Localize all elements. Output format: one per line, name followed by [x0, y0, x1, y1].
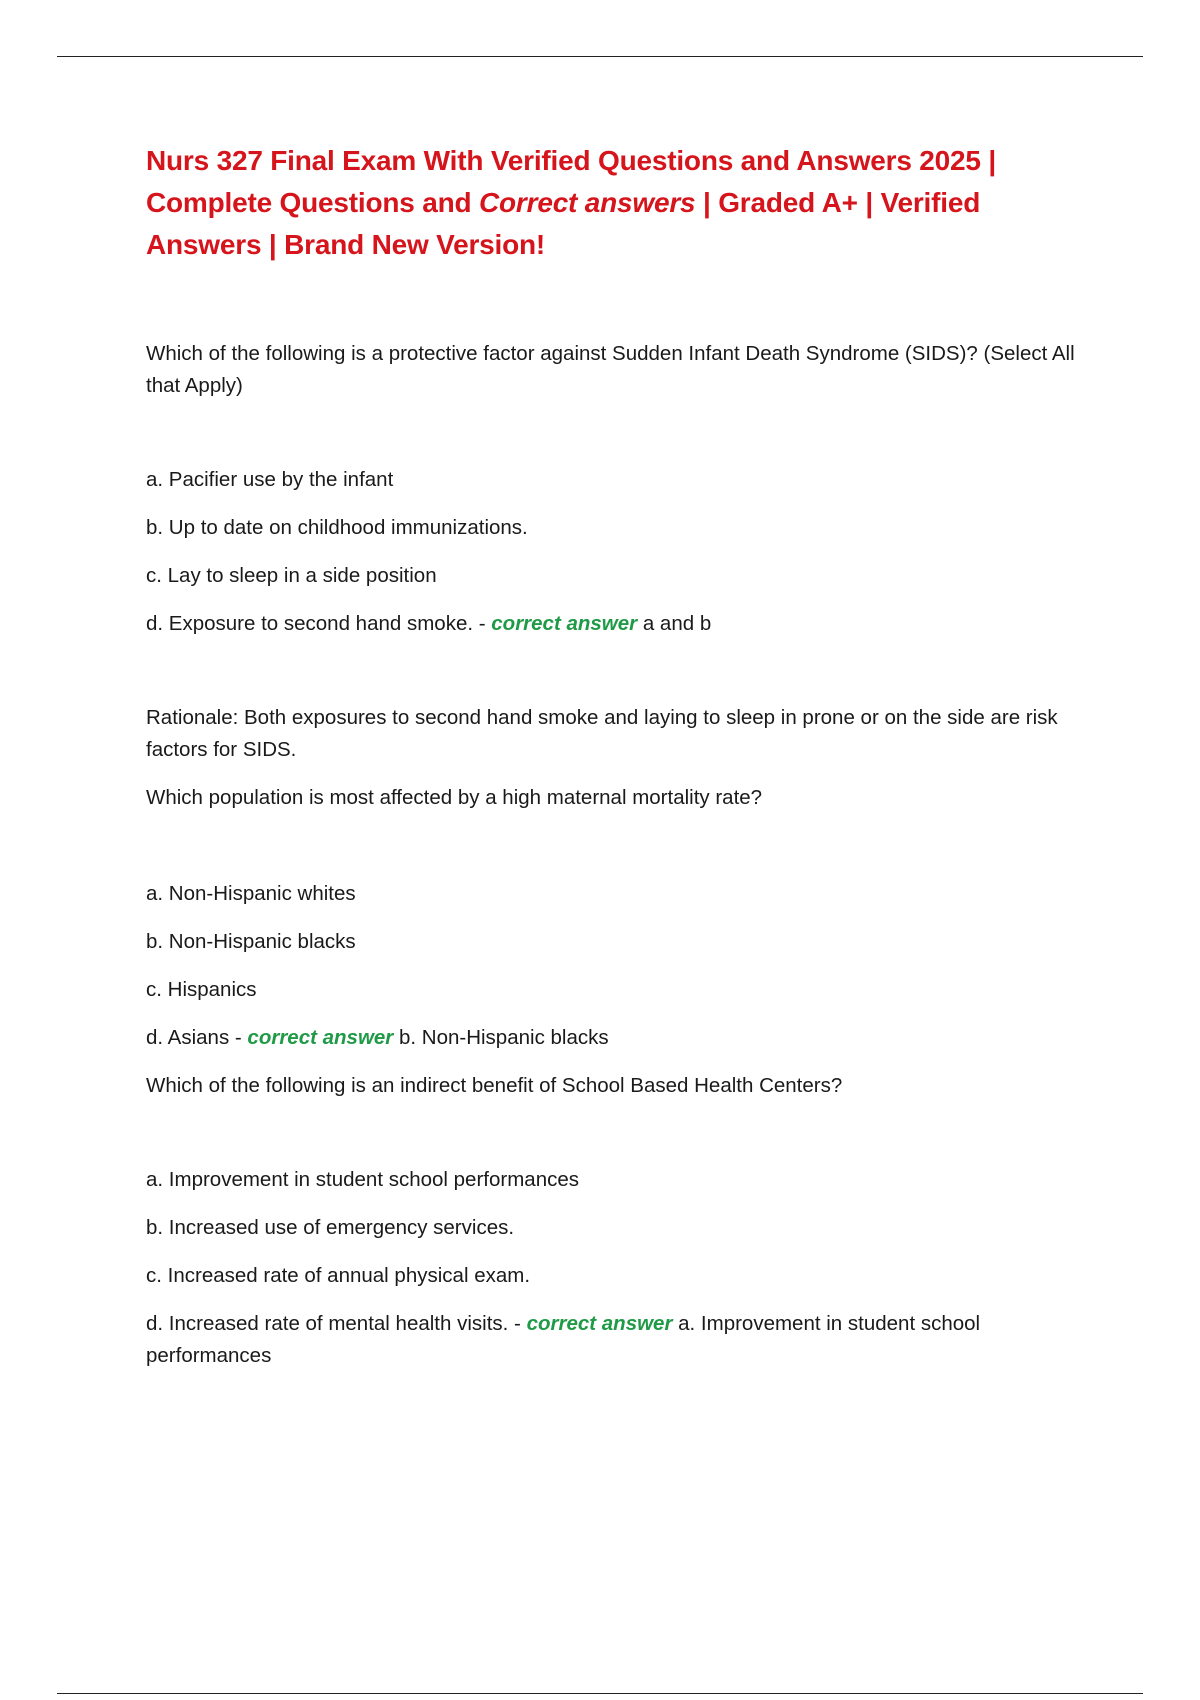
question-1-option-d: [146, 608, 1096, 640]
question-3-option-c: c. Increased rate of annual physical exam.: [146, 1264, 531, 1287]
top-rule: [57, 56, 1143, 57]
bottom-rule: [57, 1693, 1143, 1694]
title-part-2: | Graded A+ | Verified Answers | Brand New Version!: [146, 187, 981, 260]
question-2-option-b: b. Non-Hispanic blacks: [146, 930, 356, 953]
question-3-option-d: [146, 1308, 1096, 1372]
question-1-text: Which of the following is a protective factor against Sudden Infant Death Syndrome (SIDS)? (Select All that Apply): [146, 342, 1075, 397]
question-1-option-c: c. Lay to sleep in a side position: [146, 564, 437, 587]
question-3-option-b: b. Increased use of emergency services.: [146, 1216, 515, 1239]
question-2-answer: b. Non-Hispanic blacks: [393, 1026, 609, 1049]
question-3-text: Which of the following is an indirect benefit of School Based Health Centers?: [146, 1074, 843, 1097]
question-3-answer: a. Improvement in student school performances: [146, 1312, 981, 1367]
question-1-answer: a and b: [637, 612, 712, 635]
document-page: [146, 140, 1096, 1372]
question-2-text: Which population is most affected by a high maternal mortality rate?: [146, 786, 763, 809]
correct-answer-label: correct answer: [247, 1026, 394, 1049]
document-title: [146, 140, 1096, 266]
question-1-rationale: Rationale: Both exposures to second hand smoke and laying to sleep in prone or on the side are risk factors for SIDS.: [146, 706, 1058, 761]
question-2-option-d: [146, 1022, 1096, 1054]
question-1-option-a: a. Pacifier use by the infant: [146, 468, 394, 491]
question-2-options: [146, 878, 1096, 1054]
question-3-options: [146, 1164, 1096, 1372]
question-2-option-c: c. Hispanics: [146, 978, 257, 1001]
correct-answer-label: correct answer: [491, 612, 638, 635]
correct-answer-label: correct answer: [526, 1312, 673, 1335]
question-2-option-d-text: d. Asians -: [146, 1026, 248, 1049]
question-1-option-d-text: d. Exposure to second hand smoke. -: [146, 612, 492, 635]
question-3-option-a: a. Improvement in student school performances: [146, 1168, 579, 1191]
question-1-option-b: b. Up to date on childhood immunizations.: [146, 516, 528, 539]
title-italic-part: Correct answers: [479, 187, 696, 218]
question-3-option-d-text: d. Increased rate of mental health visits. -: [146, 1312, 527, 1335]
title-part-1: Nurs 327 Final Exam With Verified Questions and Answers 2025 | Complete Questions and: [146, 145, 996, 218]
question-1-options: [146, 464, 1096, 640]
question-2-option-a: a. Non-Hispanic whites: [146, 882, 356, 905]
